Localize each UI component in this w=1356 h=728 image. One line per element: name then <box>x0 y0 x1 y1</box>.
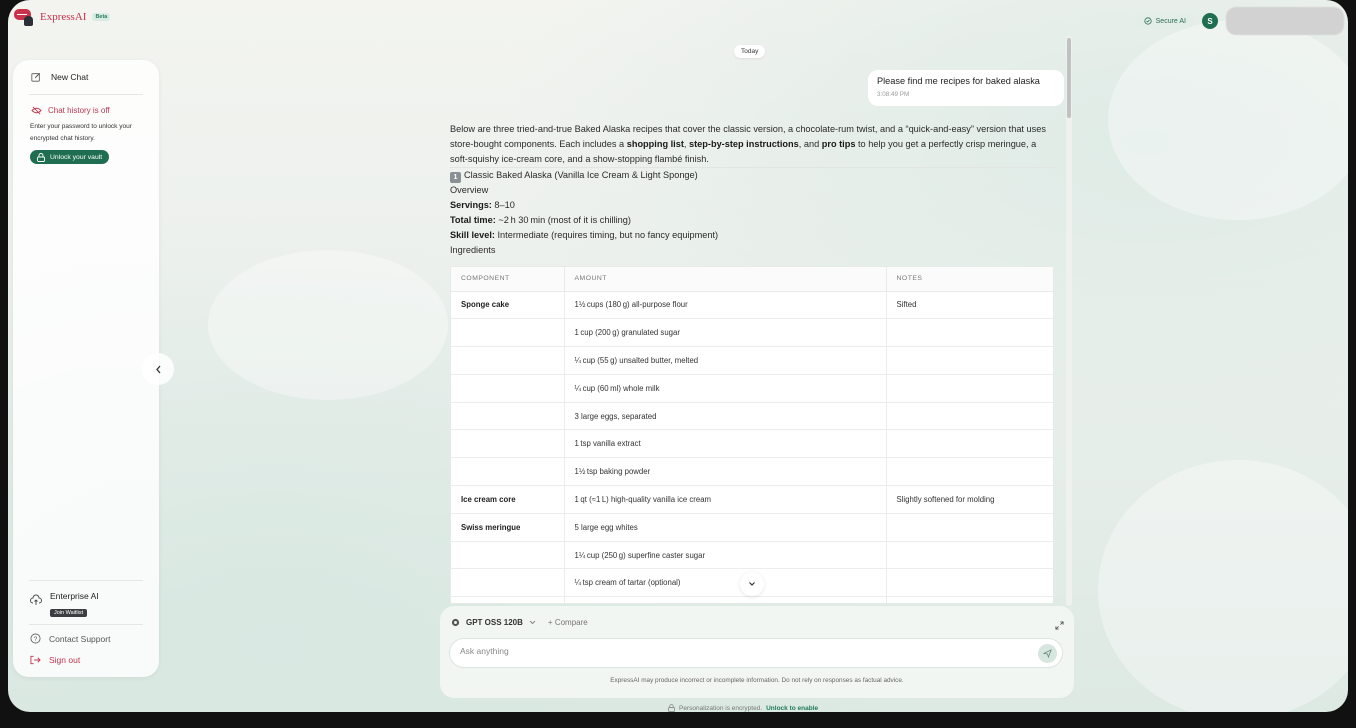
skill-label: Skill level: <box>450 230 495 240</box>
component-cell <box>451 402 564 430</box>
column-header: COMPONENT <box>451 267 564 291</box>
date-chip: Today <box>734 45 765 58</box>
column-header: NOTES <box>886 267 1053 291</box>
app-window <box>8 0 1348 712</box>
enterprise-ai-item[interactable] <box>30 591 99 619</box>
amount-cell: 5 large egg whites <box>564 513 886 541</box>
enterprise-ai-label: Enterprise AI <box>50 591 99 601</box>
amount-cell: 1 cup (200 g) granulated sugar <box>564 319 886 347</box>
intro-text: Below are three tried-and-true Baked Alaska recipes that cover the classic version, a chocolate-rum twist, and a “quick-and-easy” version that uses store-bought components. Each includes a <box>450 124 1046 149</box>
help-circle-icon <box>30 633 41 644</box>
notes-cell <box>886 569 1053 597</box>
compare-button[interactable]: + Compare <box>547 618 588 627</box>
model-selector-row <box>451 618 588 627</box>
skill-value: Intermediate (requires timing, but no fancy equipment) <box>494 230 719 240</box>
component-cell <box>451 374 564 402</box>
unlock-to-enable-link[interactable]: Unlock to enable <box>766 704 819 712</box>
user-message-time: 3:08:49 PM <box>877 91 910 98</box>
servings-line <box>450 198 1056 213</box>
notes-cell <box>886 458 1053 486</box>
background-cloud <box>1108 17 1348 220</box>
notes-cell <box>886 597 1053 604</box>
keycap-one-icon: 1 <box>450 172 461 183</box>
collapse-sidebar-button[interactable] <box>142 353 174 385</box>
component-cell <box>451 347 564 375</box>
component-cell <box>451 458 564 486</box>
intro-text: , <box>683 139 689 149</box>
notes-cell <box>886 374 1053 402</box>
notes-cell <box>886 319 1053 347</box>
chevron-left-icon <box>155 365 162 374</box>
shield-check-icon <box>1144 17 1152 25</box>
notes-cell <box>886 402 1053 430</box>
intro-text: , and <box>798 139 822 149</box>
amount-cell <box>564 597 886 604</box>
chevron-down-icon[interactable] <box>529 620 536 625</box>
table-row <box>451 541 1053 569</box>
time-value: ~2 h 30 min (most of it is chilling) <box>495 215 631 225</box>
disclaimer: ExpressAI may produce incorrect or incomplete information. Do not rely on responses as factual advice. <box>610 677 904 684</box>
user-message <box>868 70 1064 106</box>
table-row <box>451 430 1053 458</box>
beta-badge: Beta <box>92 13 110 21</box>
component-cell <box>451 597 564 604</box>
time-label: Total time: <box>450 215 496 225</box>
sign-out-button[interactable] <box>30 655 80 665</box>
message-input-box <box>449 638 1063 668</box>
notes-cell: Slightly softened for molding <box>886 486 1053 514</box>
recipe-heading <box>450 167 1056 183</box>
table-row <box>451 402 1053 430</box>
answer-intro <box>450 122 1056 167</box>
eye-off-icon <box>31 106 42 115</box>
secure-ai-label: Secure AI <box>1155 17 1186 25</box>
component-cell: Sponge cake <box>451 291 564 319</box>
servings-value: 8–10 <box>491 200 515 210</box>
component-cell <box>451 319 564 347</box>
lock-icon <box>668 704 675 712</box>
expand-icon <box>1055 621 1064 630</box>
send-icon <box>1043 649 1052 658</box>
table-row <box>451 513 1053 541</box>
intro-bold: step-by-step instructions <box>689 139 799 149</box>
assistant-answer <box>450 122 1056 258</box>
history-off-label: Chat history is off <box>48 106 110 115</box>
logout-icon <box>30 655 41 665</box>
recipe-title: Classic Baked Alaska (Vanilla Ice Cream & Light Sponge) <box>464 170 698 180</box>
ingredients-table <box>450 266 1054 604</box>
component-cell: Swiss meringue <box>451 513 564 541</box>
amount-cell: 1 tsp vanilla extract <box>564 430 886 458</box>
avatar[interactable]: S <box>1202 13 1218 29</box>
notes-cell: Sifted <box>886 291 1053 319</box>
sidebar <box>13 60 159 677</box>
table-row <box>451 458 1053 486</box>
amount-cell: ¼ cup (55 g) unsalted butter, melted <box>564 347 886 375</box>
background-cloud <box>208 250 448 400</box>
model-icon <box>451 618 460 627</box>
intro-text: to help you get a perfectly crisp meringue, a soft-squishy ice-cream core, and a show-stopping flambé finish. <box>450 139 1037 164</box>
user-message-text: Please find me recipes for baked alaska <box>877 76 1040 86</box>
history-hint: Enter your password to unlock your encrypted chat history. <box>30 123 132 142</box>
expand-button[interactable] <box>1055 617 1064 635</box>
divider <box>29 624 143 625</box>
compose-icon <box>31 72 41 82</box>
brand-name: ExpressAI <box>40 11 87 23</box>
amount-cell: 1½ tsp baking powder <box>564 458 886 486</box>
amount-cell: ¼ tsp cream of tartar (optional) <box>564 569 886 597</box>
time-line <box>450 213 1056 228</box>
unlock-vault-label: Unlock your vault <box>50 153 103 161</box>
notes-cell <box>886 430 1053 458</box>
join-waitlist-badge[interactable]: Join Waitlist <box>50 609 87 617</box>
header-actions <box>1136 7 1348 35</box>
component-cell <box>451 541 564 569</box>
lock-icon <box>37 153 45 162</box>
brand[interactable] <box>14 8 110 26</box>
table-row <box>451 347 1053 375</box>
notes-cell <box>886 513 1053 541</box>
intro-bold: shopping list <box>626 139 684 149</box>
amount-cell: 3 large eggs, separated <box>564 402 886 430</box>
overview-label: Overview <box>450 185 489 195</box>
cloud-upload-icon <box>30 594 42 606</box>
unlock-vault-button[interactable] <box>30 150 109 164</box>
component-cell <box>451 430 564 458</box>
notes-cell <box>886 541 1053 569</box>
component-cell: Ice cream core <box>451 486 564 514</box>
notes-cell <box>886 347 1053 375</box>
skill-line <box>450 228 1056 243</box>
table-row <box>451 486 1053 514</box>
ingredients-label: Ingredients <box>450 245 496 255</box>
divider <box>29 94 143 95</box>
personalization-notice <box>668 704 818 712</box>
amount-cell: 1¼ cup (250 g) superfine caster sugar <box>564 541 886 569</box>
intro-bold: pro tips <box>821 139 856 149</box>
chevron-down-icon <box>748 581 756 587</box>
divider <box>29 580 143 581</box>
amount-cell: 1½ cups (180 g) all-purpose flour <box>564 291 886 319</box>
contact-support-button[interactable] <box>30 633 110 644</box>
scroll-to-bottom-button[interactable] <box>740 572 764 596</box>
table-header-row <box>451 267 1053 291</box>
chat-scrollbar[interactable] <box>1066 36 1072 606</box>
servings-label: Servings: <box>450 200 492 210</box>
table-row <box>451 319 1053 347</box>
scrollbar-thumb[interactable] <box>1067 38 1071 118</box>
svg-text:?: ? <box>33 635 38 643</box>
table-row <box>451 374 1053 402</box>
table-row <box>451 597 1053 604</box>
composer <box>440 606 1074 698</box>
chat-history-status <box>31 106 110 115</box>
background-cloud <box>1098 460 1348 712</box>
amount-cell: 1 qt (≈1 L) high-quality vanilla ice cream <box>564 486 886 514</box>
message-input[interactable] <box>460 646 1020 656</box>
send-button[interactable] <box>1038 644 1057 663</box>
amount-cell: ¼ cup (60 ml) whole milk <box>564 374 886 402</box>
model-selector[interactable]: GPT OSS 120B <box>466 618 523 627</box>
new-chat-label: New Chat <box>51 72 89 82</box>
secure-ai-badge[interactable] <box>1136 14 1194 28</box>
column-header: AMOUNT <box>564 267 886 291</box>
new-chat-button[interactable] <box>31 72 88 82</box>
table-row <box>451 291 1053 319</box>
logo-icon <box>14 8 34 26</box>
personalization-text: Personalization is encrypted. <box>679 704 763 712</box>
component-cell <box>451 569 564 597</box>
account-menu-redacted[interactable] <box>1226 7 1344 35</box>
contact-support-label: Contact Support <box>49 633 111 644</box>
sign-out-label: Sign out <box>49 655 81 665</box>
